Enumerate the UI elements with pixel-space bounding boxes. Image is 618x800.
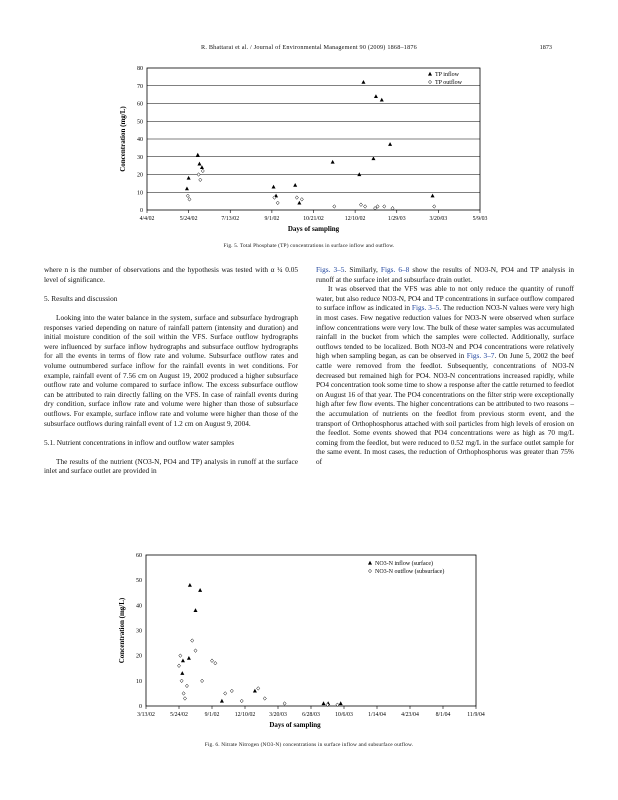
x-tick-label: 4/4/02	[139, 216, 155, 222]
figure-link[interactable]: Figs. 3–5	[316, 265, 345, 274]
y-tick-label: 60	[136, 553, 142, 559]
data-point-inflow	[339, 701, 343, 705]
y-tick-label: 10	[136, 678, 142, 685]
x-tick-label: 4/23/04	[401, 712, 419, 718]
data-point-outflow	[177, 664, 180, 668]
paragraph-figure-refs: Figs. 3–5. Similarly, Figs. 6–8 show the results of NO3-N, PO4 and TP analysis in runoff at the surface inlet and subsurface drain outlet.	[316, 265, 575, 284]
y-tick-label: 10	[137, 190, 143, 197]
y-tick-label: 60	[137, 101, 143, 108]
data-point-outflow	[199, 178, 202, 182]
figure-6-chart	[0, 548, 618, 738]
paragraph-significance: where n is the number of observations and the hypothesis was tested with α ¼ 0.05 level of significance.	[44, 265, 298, 284]
y-tick-label: 20	[136, 653, 142, 660]
data-point-inflow	[198, 588, 202, 592]
x-tick-label: 3/13/02	[137, 712, 155, 718]
y-axis-label: Concentration (mg/L)	[119, 106, 127, 172]
data-point-inflow	[331, 160, 335, 164]
figure-link[interactable]: Figs. 6–8	[380, 265, 410, 274]
data-point-outflow	[359, 203, 362, 207]
x-tick-label: 7/13/02	[221, 216, 240, 222]
y-tick-label: 0	[140, 208, 143, 214]
data-point-inflow	[187, 656, 191, 660]
y-tick-label: 0	[139, 704, 142, 710]
figure-link[interactable]: Figs. 3–7	[466, 351, 495, 361]
data-point-inflow	[431, 194, 435, 198]
y-tick-label: 40	[136, 603, 142, 610]
data-point-inflow	[380, 98, 384, 102]
data-point-outflow	[182, 692, 185, 696]
data-point-inflow	[388, 142, 392, 146]
data-point-outflow	[257, 687, 260, 691]
legend-label: NO3-N inflow (surface)	[375, 561, 433, 567]
data-point-outflow	[263, 697, 266, 701]
x-tick-label: 8/1/04	[435, 712, 451, 718]
figure-6-caption: Fig. 6. Nitrate Nitrogen (NO3-N) concentrations in surface inflow and subsurface outflow.	[204, 742, 414, 748]
x-tick-label: 3/20/03	[269, 712, 287, 718]
x-tick-label: 3/20/03	[429, 216, 448, 222]
paragraph-nutrient-results: The results of the nutrient (NO3-N, PO4 and TP) analysis in runoff at the surface inlet and surface outlet are provided in	[44, 456, 298, 476]
data-point-outflow	[201, 169, 204, 173]
data-point-outflow	[433, 205, 436, 209]
legend-label: NO3-N outflow (subsurface)	[375, 569, 445, 575]
data-point-inflow	[200, 165, 204, 169]
data-point-outflow	[224, 692, 227, 696]
x-tick-label: 11/9/04	[467, 712, 485, 718]
data-point-inflow	[220, 699, 224, 703]
data-point-outflow	[283, 702, 286, 706]
x-tick-label: 12/10/02	[344, 216, 366, 222]
x-axis-label: Days of sampling	[287, 225, 340, 233]
plot-frame	[146, 555, 476, 706]
data-point-inflow	[181, 659, 185, 663]
figure-5-chart	[0, 60, 618, 242]
x-tick-label: 6/28/03	[302, 712, 320, 718]
data-point-outflow	[194, 649, 197, 653]
y-tick-label: 70	[137, 83, 143, 90]
data-point-outflow	[230, 689, 233, 693]
legend-marker	[368, 561, 372, 565]
x-tick-label: 10/6/03	[335, 712, 353, 718]
y-axis-label: Concentration (mg/L)	[118, 597, 126, 664]
data-point-inflow	[196, 153, 200, 157]
data-point-outflow	[179, 654, 182, 658]
data-point-inflow	[293, 183, 297, 187]
data-point-outflow	[197, 173, 200, 177]
data-point-outflow	[214, 661, 217, 665]
data-point-outflow	[276, 201, 279, 205]
data-point-outflow	[300, 198, 303, 202]
data-point-outflow	[333, 205, 336, 209]
y-tick-label: 20	[137, 172, 143, 179]
x-tick-label: 9/1/02	[204, 712, 220, 718]
data-point-inflow	[297, 201, 301, 205]
figure-link[interactable]: Figs. 3–5	[411, 303, 440, 313]
data-point-inflow	[194, 608, 198, 612]
data-point-inflow	[322, 701, 326, 705]
x-tick-label: 1/14/04	[368, 712, 386, 718]
page-number: 1873	[539, 44, 552, 51]
data-point-outflow	[201, 679, 204, 683]
data-point-outflow	[188, 198, 191, 202]
legend-marker	[368, 569, 371, 573]
data-point-outflow	[183, 697, 186, 701]
x-tick-label: 9/1/02	[264, 216, 280, 222]
x-tick-label: 12/10/02	[234, 712, 256, 718]
paragraph-water-balance: Looking into the water balance in the system, surface and subsurface hydrograph responses varied depending on nature of rainfall pattern (intensity and duration) and initial moisture condition of the soil within the VFS. Surface outflow hydrographs were influenced by surface inflow hydrographs and subsurface outflow hydrographs for all the events in terms of flow rate and volume. Subsurface outflow rates and volume outnumbered surface inflow for the rainfall events in wet conditions. For example, rainfall event of 7.56 cm on August 19, 2002 produced a higher subsurface outflow rate and volume compared to surface inflow. The excess subsurface outflow can be attributed to rain directly falling on the VFS. In case of rainfall events during dry condition, surface inflow rate and volume were higher than those of subsurface outflows. For example, surface inflow rate and volume were higher than those of the subsurface outflows during rainfall event of 1.2 cm on August 9, 2004.	[44, 312, 298, 428]
y-tick-label: 80	[137, 66, 143, 72]
y-tick-label: 30	[137, 154, 143, 161]
section-heading-results: 5. Results and discussion	[44, 293, 118, 303]
subsection-heading-nutrients: 5.1. Nutrient concentrations in inflow and outflow water samples	[44, 437, 235, 447]
data-point-outflow	[383, 205, 386, 209]
legend-marker	[428, 80, 431, 84]
x-tick-label: 1/29/03	[387, 216, 406, 222]
left-column	[44, 265, 298, 476]
journal-citation: R. Bhattarai et al. / Journal of Environmental Management 90 (2009) 1868–1876	[201, 44, 417, 51]
legend-marker	[428, 72, 432, 76]
x-tick-label: 10/21/02	[303, 216, 324, 222]
y-tick-label: 40	[137, 137, 143, 143]
data-point-outflow	[240, 699, 243, 703]
figure-5-caption: Fig. 5. Total Phosphate (TP) concentrations in surface inflow and outflow.	[223, 243, 395, 249]
data-point-inflow	[185, 187, 189, 191]
data-point-outflow	[364, 205, 367, 209]
data-point-outflow	[210, 659, 213, 663]
data-point-inflow	[180, 671, 184, 675]
data-point-inflow	[187, 176, 191, 180]
x-tick-label: 5/24/02	[179, 216, 198, 222]
legend-label: TP outflow	[435, 80, 462, 86]
data-point-inflow	[253, 689, 257, 693]
data-point-inflow	[188, 583, 192, 587]
data-point-inflow	[374, 94, 378, 98]
data-point-outflow	[186, 194, 189, 198]
data-point-outflow	[185, 684, 188, 688]
x-axis-label: Days of sampling	[269, 721, 321, 729]
data-point-inflow	[197, 162, 201, 166]
x-tick-label: 5/24/02	[170, 712, 188, 718]
right-column	[316, 265, 574, 466]
legend-label: TP inflow	[435, 72, 459, 78]
data-point-outflow	[180, 679, 183, 683]
data-point-outflow	[295, 196, 298, 200]
data-point-outflow	[391, 206, 394, 210]
x-tick-label: 5/9/03	[472, 216, 488, 222]
y-tick-label: 30	[136, 628, 142, 635]
paragraph-vfs-reduction: It was observed that the VFS was able to not only reduce the quantity of runoff water, but also reduce NO3-N, PO4 and TP concentrations in surface outflow compared to surface inflow as indicated in Figs. 3–5. The reduction NO3-N values were very high in most cases. Few negative reduction values for NO3-N were observed when surface inflow concentrations were very low. The bulk of these water samples was accumulated rainfall in the bucket from which the samples were collected. Additionally, surface outflows tended to be localized. Both NO3-N and PO4 concentrations were relatively high when sampling began, as can be observed in Figs. 3–7. On June 5, 2002 the beef cattle were removed from the feedlot. Subsequently, concentrations of NO3-N decreased but remained high for PO4. NO3-N concentrations increased rapidly, while PO4 concentration took some time to show a response after the cattle returned to feedlot on August 16 of that year. The PO4 concentrations on the filter strip were exceptionally high after few flow events. The higher concentrations can be attributed to two reasons – the accumulation of nutrients on the feedlot from previous storm event, and the transport of Orthophosphorus attached with soil particles from high levels of erosion on the feedlot. Some events showed that PO4 concentrations were as high as 70 mg/L coming from the feedlot, but were reduced to 0.52 mg/L in the surface outlet sample for the same event. In most cases, the reduction of Orthophosphorus was greater than 75% of	[316, 284, 575, 466]
data-point-outflow	[191, 639, 194, 643]
y-tick-label: 50	[137, 119, 143, 126]
data-point-inflow	[361, 80, 365, 84]
data-point-inflow	[272, 185, 276, 189]
y-tick-label: 50	[136, 578, 142, 585]
